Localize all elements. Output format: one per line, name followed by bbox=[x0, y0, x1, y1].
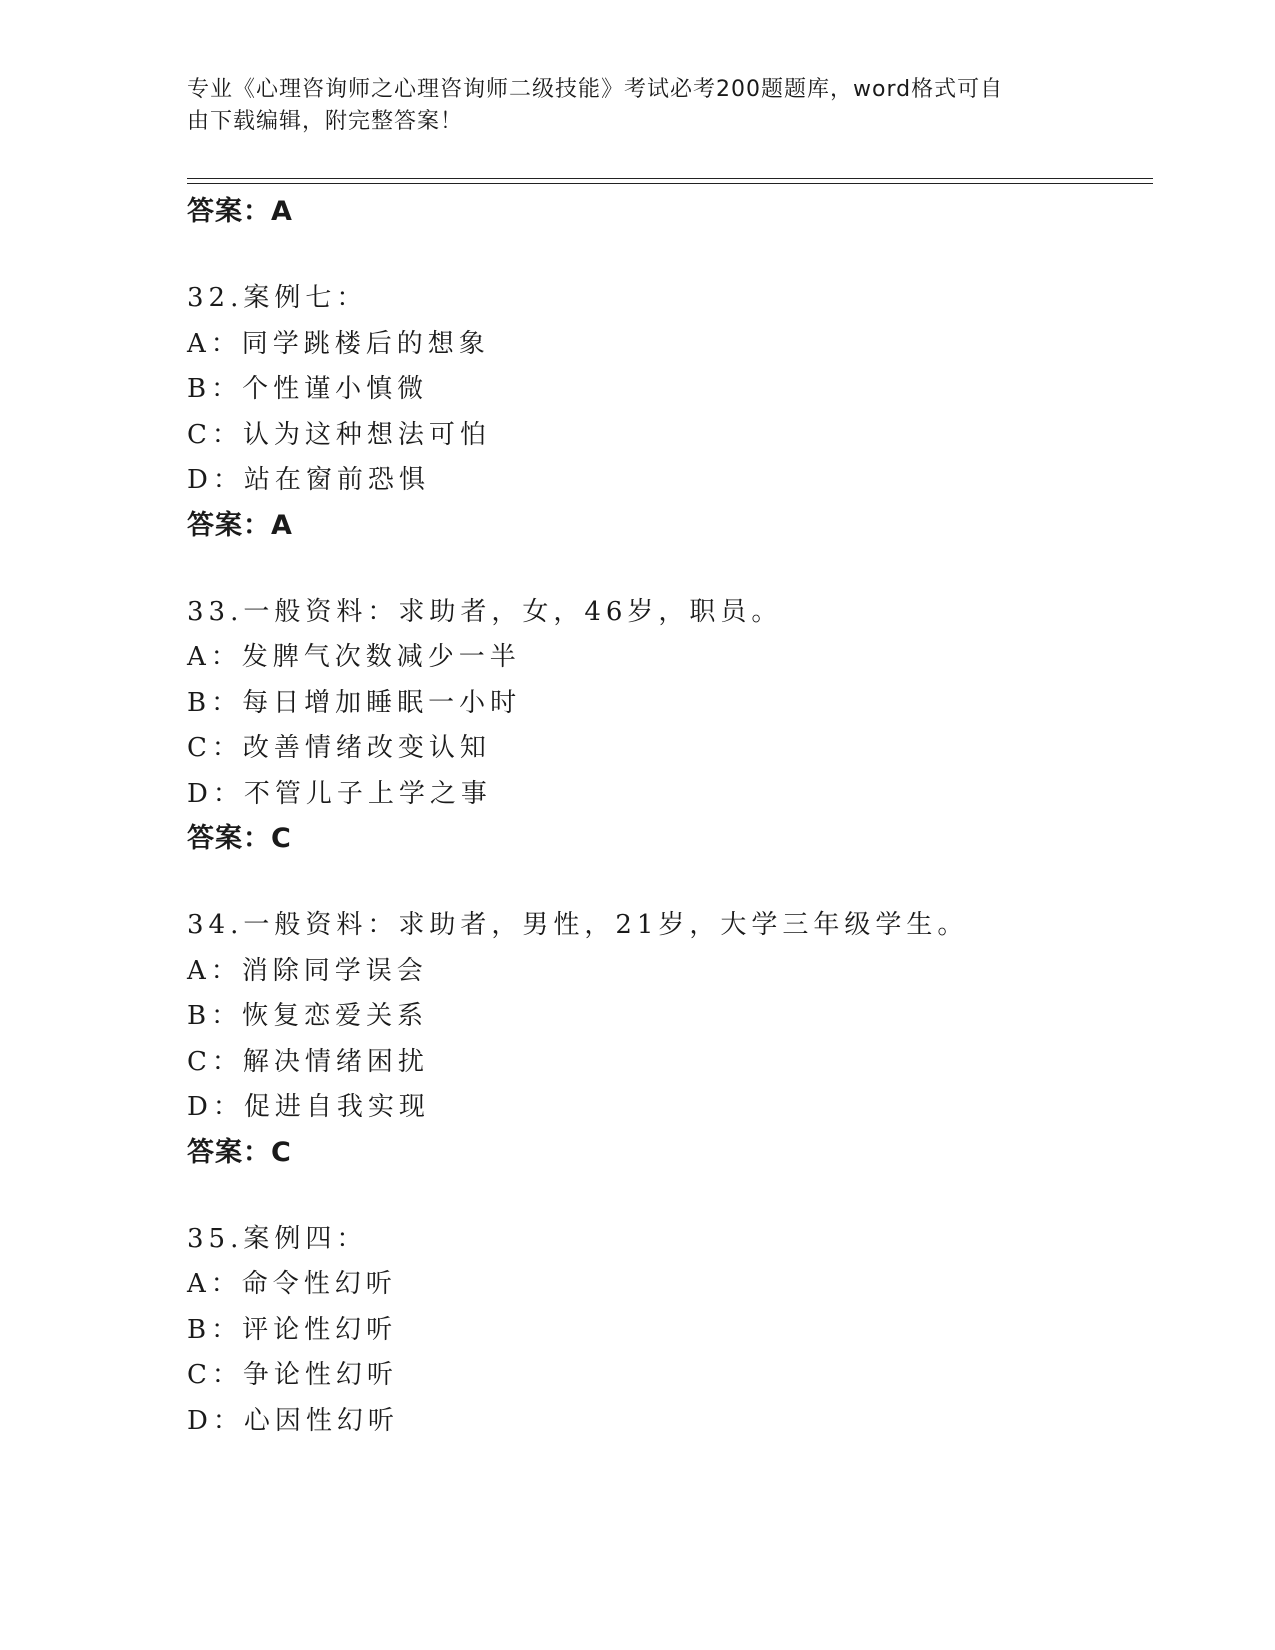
header-divider-bottom bbox=[187, 183, 1153, 184]
option-a: A：消除同学误会 bbox=[187, 955, 428, 986]
option-d: D：站在窗前恐惧 bbox=[187, 465, 430, 495]
option-c: C：认为这种想法可怕 bbox=[187, 419, 491, 450]
question-title: 33.一般资料：求助者，女，46岁，职员。 bbox=[187, 596, 783, 627]
answer-line: 答案：C bbox=[187, 823, 292, 854]
option-b: B：个性谨小慎微 bbox=[187, 374, 429, 404]
question-33 bbox=[187, 590, 1147, 862]
option-b: B：恢复恋爱关系 bbox=[187, 1001, 429, 1031]
option-d: D：心因性幻听 bbox=[187, 1405, 399, 1436]
header-line-2: 由下载编辑，附完整答案！ bbox=[187, 109, 464, 134]
header-divider-top bbox=[187, 178, 1153, 179]
question-title: 35.案例四： bbox=[187, 1223, 368, 1254]
question-title: 32.案例七： bbox=[187, 283, 368, 313]
option-b: B：评论性幻听 bbox=[187, 1314, 398, 1345]
answer-line: 答案：A bbox=[187, 196, 293, 227]
option-c: C：争论性幻听 bbox=[187, 1360, 398, 1390]
header-line-1: 专业《心理咨询师之心理咨询师二级技能》考试必考200题题库，word格式可自 bbox=[187, 77, 1004, 102]
option-d: D：不管儿子上学之事 bbox=[187, 778, 492, 809]
document-header bbox=[187, 74, 1067, 138]
option-b: B：每日增加睡眠一小时 bbox=[187, 687, 522, 718]
option-c: C：解决情绪困扰 bbox=[187, 1046, 429, 1077]
question-title: 34.一般资料：求助者，男性，21岁，大学三年级学生。 bbox=[187, 910, 969, 940]
question-list bbox=[187, 190, 1147, 1444]
question-35 bbox=[187, 1217, 1147, 1445]
answer-line: 答案：C bbox=[187, 1136, 292, 1168]
option-d: D：促进自我实现 bbox=[187, 1092, 430, 1122]
answer-line: 答案：A bbox=[187, 509, 293, 541]
question-34 bbox=[187, 903, 1147, 1175]
option-a: A：同学跳楼后的想象 bbox=[187, 328, 490, 359]
question-32 bbox=[187, 276, 1147, 548]
option-a: A：发脾气次数减少一半 bbox=[187, 642, 521, 672]
option-c: C：改善情绪改变认知 bbox=[187, 733, 491, 763]
option-a: A：命令性幻听 bbox=[187, 1269, 397, 1299]
